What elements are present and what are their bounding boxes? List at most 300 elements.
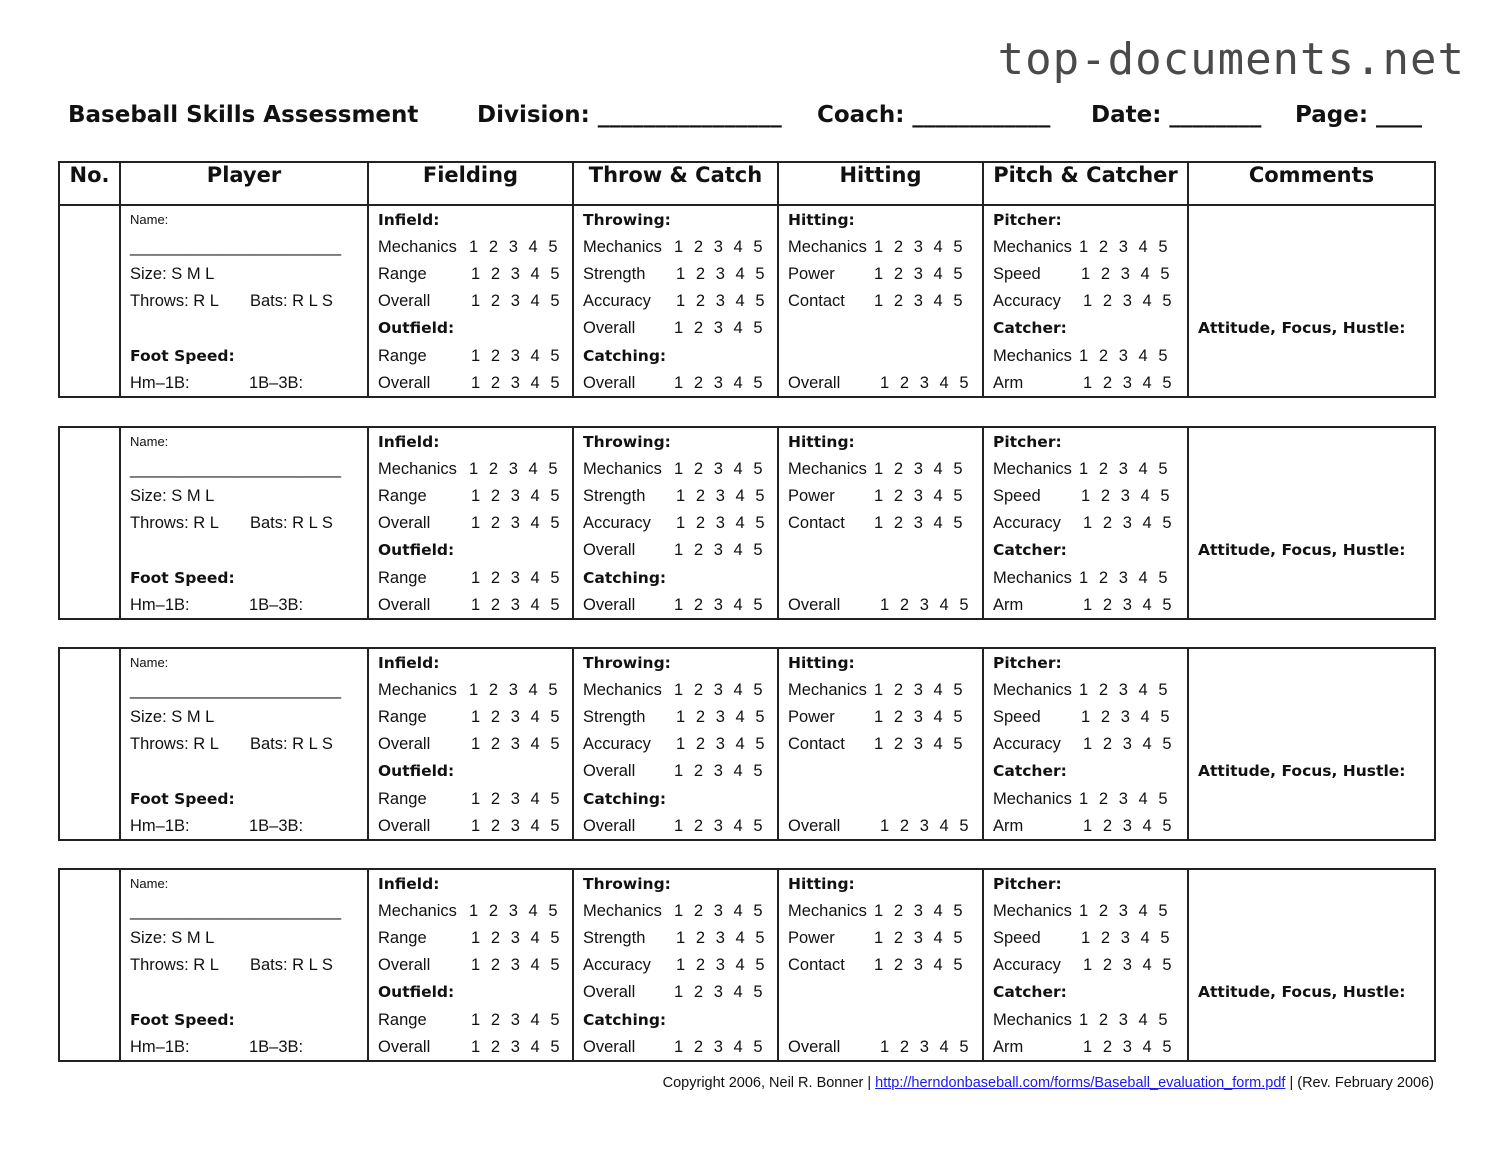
pitcher-mechanics-row xyxy=(993,680,1169,700)
rating-scale[interactable]: 1 2 3 4 5 xyxy=(1081,265,1171,283)
comments-label: Attitude, Focus, Hustle: xyxy=(1198,541,1406,559)
player-cell xyxy=(120,205,368,397)
hm1b-label: Hm–1B: xyxy=(130,1038,190,1056)
name-field[interactable]: _______________________ xyxy=(130,902,342,920)
rating-scale[interactable]: 1 2 3 4 5 xyxy=(471,569,561,587)
rating-scale[interactable]: 1 2 3 4 5 xyxy=(674,681,764,699)
rating-scale[interactable]: 1 2 3 4 5 xyxy=(874,735,964,753)
size-options[interactable]: Size: S M L xyxy=(130,708,215,726)
rating-scale[interactable]: 1 2 3 4 5 xyxy=(1083,596,1173,614)
comments-cell[interactable] xyxy=(1188,427,1435,619)
row-label: Mechanics xyxy=(993,681,1072,699)
assessment-table-3 xyxy=(58,647,1436,841)
rating-scale[interactable]: 1 2 3 4 5 xyxy=(469,902,559,920)
infield-mechanics-row xyxy=(378,680,559,700)
row-label: Overall xyxy=(378,817,431,835)
comments-cell[interactable] xyxy=(1188,869,1435,1061)
rating-scale[interactable]: 1 2 3 4 5 xyxy=(1079,902,1169,920)
catching-heading: Catching: xyxy=(583,347,667,365)
rating-scale[interactable]: 1 2 3 4 5 xyxy=(674,1038,764,1056)
row-label: Arm xyxy=(993,596,1024,614)
name-field[interactable]: _______________________ xyxy=(130,460,342,478)
row-label: Range xyxy=(378,790,427,808)
throwing-accuracy-row xyxy=(583,291,766,311)
hitting-overall-row xyxy=(788,1037,970,1057)
row-label: Overall xyxy=(583,541,636,559)
bats-options[interactable]: Bats: R L S xyxy=(250,956,333,974)
hitting-contact-row xyxy=(788,955,964,975)
rating-scale[interactable]: 1 2 3 4 5 xyxy=(1083,817,1173,835)
throw-catch-cell xyxy=(573,648,778,840)
row-label: Mechanics xyxy=(378,902,457,920)
pitcher-speed-row xyxy=(993,486,1171,506)
row-label: Overall xyxy=(583,817,636,835)
name-label: Name: xyxy=(130,434,169,449)
pitcher-heading: Pitcher: xyxy=(993,875,1062,893)
rating-scale[interactable]: 1 2 3 4 5 xyxy=(1079,681,1169,699)
fielding-cell xyxy=(368,648,573,840)
rating-scale[interactable]: 1 2 3 4 5 xyxy=(676,708,766,726)
infield-overall-row xyxy=(378,955,561,975)
throwing-accuracy-row xyxy=(583,734,766,754)
pitcher-accuracy-row xyxy=(993,513,1173,533)
catcher-heading: Catcher: xyxy=(993,762,1067,780)
throwing-accuracy-row xyxy=(583,955,766,975)
rating-scale[interactable]: 1 2 3 4 5 xyxy=(469,681,559,699)
row-label: Accuracy xyxy=(993,956,1061,974)
hitting-contact-row xyxy=(788,734,964,754)
pitcher-accuracy-row xyxy=(993,734,1173,754)
row-label: Range xyxy=(378,347,427,365)
outfield-range-row xyxy=(378,1010,561,1030)
catcher-mechanics-row xyxy=(993,346,1169,366)
row-label: Mechanics xyxy=(583,238,662,256)
infield-overall-row xyxy=(378,291,561,311)
rating-scale[interactable]: 1 2 3 4 5 xyxy=(1079,460,1169,478)
infield-heading: Infield: xyxy=(378,654,440,672)
rating-scale[interactable]: 1 2 3 4 5 xyxy=(471,347,561,365)
fielding-cell xyxy=(368,427,573,619)
hitting-overall-row xyxy=(788,595,970,615)
row-label: Overall xyxy=(788,1038,841,1056)
row-label: Mechanics xyxy=(788,902,867,920)
row-label: Arm xyxy=(993,817,1024,835)
player-row xyxy=(59,869,1435,1061)
hitting-overall-row xyxy=(788,816,970,836)
throwing-strength-row xyxy=(583,928,766,948)
hitting-mechanics-row xyxy=(788,459,964,479)
throwing-mechanics-row xyxy=(583,459,764,479)
pitch-catcher-cell xyxy=(983,648,1188,840)
row-label: Range xyxy=(378,1011,427,1029)
rating-scale[interactable]: 1 2 3 4 5 xyxy=(874,460,964,478)
rating-scale[interactable]: 1 2 3 4 5 xyxy=(471,487,561,505)
catching-heading: Catching: xyxy=(583,569,667,587)
rating-scale[interactable]: 1 2 3 4 5 xyxy=(874,292,964,310)
hitting-cell xyxy=(778,648,983,840)
rating-scale[interactable]: 1 2 3 4 5 xyxy=(1081,929,1171,947)
row-label: Contact xyxy=(788,292,845,310)
hitting-cell xyxy=(778,427,983,619)
catcher-arm-row xyxy=(993,373,1173,393)
rating-scale[interactable]: 1 2 3 4 5 xyxy=(676,956,766,974)
rating-scale[interactable]: 1 2 3 4 5 xyxy=(1079,347,1169,365)
col-throw-catch: Throw & Catch xyxy=(573,162,778,205)
row-label: Power xyxy=(788,265,835,283)
catching-overall-row xyxy=(583,595,764,615)
hitting-mechanics-row xyxy=(788,680,964,700)
1b3b-label: 1B–3B: xyxy=(249,1038,304,1056)
rating-scale[interactable]: 1 2 3 4 5 xyxy=(874,708,964,726)
row-label: Mechanics xyxy=(378,681,457,699)
row-label: Speed xyxy=(993,708,1041,726)
player-row xyxy=(59,648,1435,840)
throwing-heading: Throwing: xyxy=(583,654,671,672)
outfield-range-row xyxy=(378,346,561,366)
col-pitch-catcher: Pitch & Catcher xyxy=(983,162,1188,205)
rating-scale[interactable]: 1 2 3 4 5 xyxy=(674,817,764,835)
hitting-cell xyxy=(778,869,983,1061)
player-cell xyxy=(120,869,368,1061)
hitting-mechanics-row xyxy=(788,237,964,257)
row-label: Overall xyxy=(378,292,431,310)
rating-scale[interactable]: 1 2 3 4 5 xyxy=(674,460,764,478)
name-label: Name: xyxy=(130,655,169,670)
hitting-mechanics-row xyxy=(788,901,964,921)
hm1b-label: Hm–1B: xyxy=(130,374,190,392)
rating-scale[interactable]: 1 2 3 4 5 xyxy=(471,735,561,753)
rating-scale[interactable]: 1 2 3 4 5 xyxy=(471,1038,561,1056)
infield-overall-row xyxy=(378,513,561,533)
source-link[interactable]: http://herndonbaseball.com/forms/Baseball_evaluation_form.pdf xyxy=(875,1075,1286,1091)
rating-scale[interactable]: 1 2 3 4 5 xyxy=(471,514,561,532)
page-field: Page: ____ xyxy=(1295,102,1423,128)
rating-scale[interactable]: 1 2 3 4 5 xyxy=(471,265,561,283)
rating-scale[interactable]: 1 2 3 4 5 xyxy=(874,902,964,920)
comments-label: Attitude, Focus, Hustle: xyxy=(1198,319,1406,337)
comments-cell[interactable] xyxy=(1188,205,1435,397)
fielding-cell xyxy=(368,869,573,1061)
rating-scale[interactable]: 1 2 3 4 5 xyxy=(1079,569,1169,587)
outfield-heading: Outfield: xyxy=(378,983,455,1001)
rating-scale[interactable]: 1 2 3 4 5 xyxy=(674,596,764,614)
number-cell[interactable] xyxy=(59,427,120,619)
row-label: Arm xyxy=(993,1038,1024,1056)
row-label: Overall xyxy=(378,374,431,392)
row-label: Range xyxy=(378,487,427,505)
rating-scale[interactable]: 1 2 3 4 5 xyxy=(1079,238,1169,256)
outfield-overall-row xyxy=(378,1037,561,1057)
revision-text: | (Rev. February 2006) xyxy=(1285,1075,1434,1091)
col-player: Player xyxy=(120,162,368,205)
watermark: top-documents.net xyxy=(997,34,1465,85)
foot-speed-label: Foot Speed: xyxy=(130,1011,235,1029)
row-label: Speed xyxy=(993,487,1041,505)
rating-scale[interactable]: 1 2 3 4 5 xyxy=(880,1038,970,1056)
infield-mechanics-row xyxy=(378,459,559,479)
row-label: Strength xyxy=(583,487,646,505)
rating-scale[interactable]: 1 2 3 4 5 xyxy=(471,929,561,947)
throw-catch-cell xyxy=(573,427,778,619)
row-label: Overall xyxy=(583,596,636,614)
hitting-power-row xyxy=(788,486,964,506)
name-label: Name: xyxy=(130,876,169,891)
rating-scale[interactable]: 1 2 3 4 5 xyxy=(469,460,559,478)
infield-heading: Infield: xyxy=(378,433,440,451)
throw-catch-cell xyxy=(573,205,778,397)
rating-scale[interactable]: 1 2 3 4 5 xyxy=(1083,956,1173,974)
throwing-accuracy-row xyxy=(583,513,766,533)
pitcher-heading: Pitcher: xyxy=(993,211,1062,229)
rating-scale[interactable]: 1 2 3 4 5 xyxy=(874,487,964,505)
pitcher-mechanics-row xyxy=(993,459,1169,479)
bats-options[interactable]: Bats: R L S xyxy=(250,292,333,310)
foot-speed-label: Foot Speed: xyxy=(130,347,235,365)
rating-scale[interactable]: 1 2 3 4 5 xyxy=(874,929,964,947)
rating-scale[interactable]: 1 2 3 4 5 xyxy=(674,902,764,920)
outfield-overall-row xyxy=(378,373,561,393)
row-label: Mechanics xyxy=(993,790,1072,808)
name-field[interactable]: _______________________ xyxy=(130,238,342,256)
pitcher-mechanics-row xyxy=(993,901,1169,921)
hitting-heading: Hitting: xyxy=(788,433,855,451)
hitting-cell xyxy=(778,205,983,397)
pitcher-speed-row xyxy=(993,264,1171,284)
pitcher-speed-row xyxy=(993,928,1171,948)
rating-scale[interactable]: 1 2 3 4 5 xyxy=(674,319,764,337)
row-label: Mechanics xyxy=(993,1011,1072,1029)
outfield-range-row xyxy=(378,789,561,809)
pitcher-accuracy-row xyxy=(993,291,1173,311)
rating-scale[interactable]: 1 2 3 4 5 xyxy=(1081,708,1171,726)
catcher-heading: Catcher: xyxy=(993,541,1067,559)
catcher-mechanics-row xyxy=(993,789,1169,809)
1b3b-label: 1B–3B: xyxy=(249,374,304,392)
copyright-text: Copyright 2006, Neil R. Bonner | xyxy=(662,1075,876,1091)
rating-scale[interactable]: 1 2 3 4 5 xyxy=(1079,1011,1169,1029)
foot-speed-label: Foot Speed: xyxy=(130,569,235,587)
row-label: Range xyxy=(378,569,427,587)
row-label: Mechanics xyxy=(378,238,457,256)
row-label: Mechanics xyxy=(788,681,867,699)
row-label: Overall xyxy=(583,983,636,1001)
infield-mechanics-row xyxy=(378,237,559,257)
rating-scale[interactable]: 1 2 3 4 5 xyxy=(471,708,561,726)
assessment-table-1 xyxy=(58,161,1436,398)
comments-cell[interactable] xyxy=(1188,648,1435,840)
throwing-strength-row xyxy=(583,707,766,727)
rating-scale[interactable]: 1 2 3 4 5 xyxy=(874,956,964,974)
foot-speed-label: Foot Speed: xyxy=(130,790,235,808)
hitting-power-row xyxy=(788,707,964,727)
row-label: Mechanics xyxy=(993,460,1072,478)
rating-scale[interactable]: 1 2 3 4 5 xyxy=(880,817,970,835)
rating-scale[interactable]: 1 2 3 4 5 xyxy=(469,238,559,256)
row-label: Range xyxy=(378,265,427,283)
row-label: Accuracy xyxy=(583,735,651,753)
rating-scale[interactable]: 1 2 3 4 5 xyxy=(1083,1038,1173,1056)
rating-scale[interactable]: 1 2 3 4 5 xyxy=(471,1011,561,1029)
row-label: Accuracy xyxy=(993,292,1061,310)
bats-options[interactable]: Bats: R L S xyxy=(250,735,333,753)
rating-scale[interactable]: 1 2 3 4 5 xyxy=(880,596,970,614)
catcher-mechanics-row xyxy=(993,1010,1169,1030)
outfield-heading: Outfield: xyxy=(378,541,455,559)
pitcher-heading: Pitcher: xyxy=(993,654,1062,672)
throwing-mechanics-row xyxy=(583,901,764,921)
outfield-overall-row xyxy=(378,816,561,836)
row-label: Strength xyxy=(583,929,646,947)
rating-scale[interactable]: 1 2 3 4 5 xyxy=(1081,487,1171,505)
comments-label: Attitude, Focus, Hustle: xyxy=(1198,762,1406,780)
footer xyxy=(663,1075,1434,1091)
rating-scale[interactable]: 1 2 3 4 5 xyxy=(676,292,766,310)
rating-scale[interactable]: 1 2 3 4 5 xyxy=(471,374,561,392)
col-hitting: Hitting xyxy=(778,162,983,205)
pitcher-mechanics-row xyxy=(993,237,1169,257)
player-row xyxy=(59,205,1435,397)
number-cell[interactable] xyxy=(59,648,120,840)
infield-mechanics-row xyxy=(378,901,559,921)
hitting-contact-row xyxy=(788,291,964,311)
throws-options[interactable]: Throws: R L xyxy=(130,514,219,532)
row-label: Speed xyxy=(993,929,1041,947)
col-comments: Comments xyxy=(1188,162,1435,205)
row-label: Range xyxy=(378,929,427,947)
throwing-strength-row xyxy=(583,264,766,284)
rating-scale[interactable]: 1 2 3 4 5 xyxy=(1079,790,1169,808)
infield-range-row xyxy=(378,707,561,727)
row-label: Accuracy xyxy=(993,735,1061,753)
row-label: Mechanics xyxy=(583,681,662,699)
pitch-catcher-cell xyxy=(983,427,1188,619)
number-cell[interactable] xyxy=(59,869,120,1061)
hitting-contact-row xyxy=(788,513,964,533)
rating-scale[interactable]: 1 2 3 4 5 xyxy=(471,817,561,835)
infield-heading: Infield: xyxy=(378,211,440,229)
row-label: Mechanics xyxy=(993,902,1072,920)
division-field: Division: ________________ xyxy=(477,102,782,128)
rating-scale[interactable]: 1 2 3 4 5 xyxy=(674,541,764,559)
throwing-overall-row xyxy=(583,318,764,338)
row-label: Mechanics xyxy=(993,569,1072,587)
row-label: Overall xyxy=(583,319,636,337)
catcher-mechanics-row xyxy=(993,568,1169,588)
size-options[interactable]: Size: S M L xyxy=(130,487,215,505)
outfield-range-row xyxy=(378,568,561,588)
rating-scale[interactable]: 1 2 3 4 5 xyxy=(1083,735,1173,753)
throwing-mechanics-row xyxy=(583,680,764,700)
rating-scale[interactable]: 1 2 3 4 5 xyxy=(676,514,766,532)
row-label: Speed xyxy=(993,265,1041,283)
rating-scale[interactable]: 1 2 3 4 5 xyxy=(471,956,561,974)
outfield-overall-row xyxy=(378,595,561,615)
rating-scale[interactable]: 1 2 3 4 5 xyxy=(471,292,561,310)
row-label: Contact xyxy=(788,514,845,532)
infield-range-row xyxy=(378,486,561,506)
rating-scale[interactable]: 1 2 3 4 5 xyxy=(676,487,766,505)
row-label: Overall xyxy=(378,956,431,974)
row-label: Overall xyxy=(378,514,431,532)
pitch-catcher-cell xyxy=(983,205,1188,397)
rating-scale[interactable]: 1 2 3 4 5 xyxy=(471,790,561,808)
row-label: Overall xyxy=(378,1038,431,1056)
catching-heading: Catching: xyxy=(583,1011,667,1029)
throws-options[interactable]: Throws: R L xyxy=(130,292,219,310)
assessment-table-4 xyxy=(58,868,1436,1062)
rating-scale[interactable]: 1 2 3 4 5 xyxy=(874,514,964,532)
hitting-power-row xyxy=(788,264,964,284)
size-options[interactable]: Size: S M L xyxy=(130,265,215,283)
rating-scale[interactable]: 1 2 3 4 5 xyxy=(674,762,764,780)
name-label: Name: xyxy=(130,212,169,227)
row-label: Mechanics xyxy=(788,460,867,478)
pitcher-heading: Pitcher: xyxy=(993,433,1062,451)
row-label: Overall xyxy=(583,374,636,392)
number-cell[interactable] xyxy=(59,205,120,397)
throws-options[interactable]: Throws: R L xyxy=(130,735,219,753)
rating-scale[interactable]: 1 2 3 4 5 xyxy=(1083,292,1173,310)
hitting-heading: Hitting: xyxy=(788,211,855,229)
rating-scale[interactable]: 1 2 3 4 5 xyxy=(676,265,766,283)
size-options[interactable]: Size: S M L xyxy=(130,929,215,947)
col-no: No. xyxy=(59,162,120,205)
row-label: Overall xyxy=(788,374,841,392)
row-label: Accuracy xyxy=(583,956,651,974)
rating-scale[interactable]: 1 2 3 4 5 xyxy=(874,681,964,699)
rating-scale[interactable]: 1 2 3 4 5 xyxy=(471,596,561,614)
throws-options[interactable]: Throws: R L xyxy=(130,956,219,974)
date-field: Date: ________ xyxy=(1091,102,1262,128)
throwing-heading: Throwing: xyxy=(583,433,671,451)
catching-overall-row xyxy=(583,816,764,836)
row-label: Overall xyxy=(788,596,841,614)
hm1b-label: Hm–1B: xyxy=(130,596,190,614)
throw-catch-cell xyxy=(573,869,778,1061)
fielding-cell xyxy=(368,205,573,397)
1b3b-label: 1B–3B: xyxy=(249,596,304,614)
catching-overall-row xyxy=(583,1037,764,1057)
throwing-heading: Throwing: xyxy=(583,875,671,893)
assessment-table-2 xyxy=(58,426,1436,620)
bats-options[interactable]: Bats: R L S xyxy=(250,514,333,532)
infield-overall-row xyxy=(378,734,561,754)
row-label: Overall xyxy=(583,1038,636,1056)
row-label: Power xyxy=(788,929,835,947)
throwing-strength-row xyxy=(583,486,766,506)
column-header-row xyxy=(59,162,1435,205)
col-fielding: Fielding xyxy=(368,162,573,205)
catching-overall-row xyxy=(583,373,764,393)
row-label: Overall xyxy=(378,596,431,614)
rating-scale[interactable]: 1 2 3 4 5 xyxy=(674,983,764,1001)
name-field[interactable]: _______________________ xyxy=(130,681,342,699)
outfield-heading: Outfield: xyxy=(378,762,455,780)
rating-scale[interactable]: 1 2 3 4 5 xyxy=(874,265,964,283)
infield-range-row xyxy=(378,264,561,284)
rating-scale[interactable]: 1 2 3 4 5 xyxy=(874,238,964,256)
rating-scale[interactable]: 1 2 3 4 5 xyxy=(676,735,766,753)
rating-scale[interactable]: 1 2 3 4 5 xyxy=(676,929,766,947)
rating-scale[interactable]: 1 2 3 4 5 xyxy=(674,374,764,392)
rating-scale[interactable]: 1 2 3 4 5 xyxy=(1083,514,1173,532)
rating-scale[interactable]: 1 2 3 4 5 xyxy=(1083,374,1173,392)
player-row xyxy=(59,427,1435,619)
hitting-power-row xyxy=(788,928,964,948)
row-label: Contact xyxy=(788,956,845,974)
rating-scale[interactable]: 1 2 3 4 5 xyxy=(880,374,970,392)
rating-scale[interactable]: 1 2 3 4 5 xyxy=(674,238,764,256)
